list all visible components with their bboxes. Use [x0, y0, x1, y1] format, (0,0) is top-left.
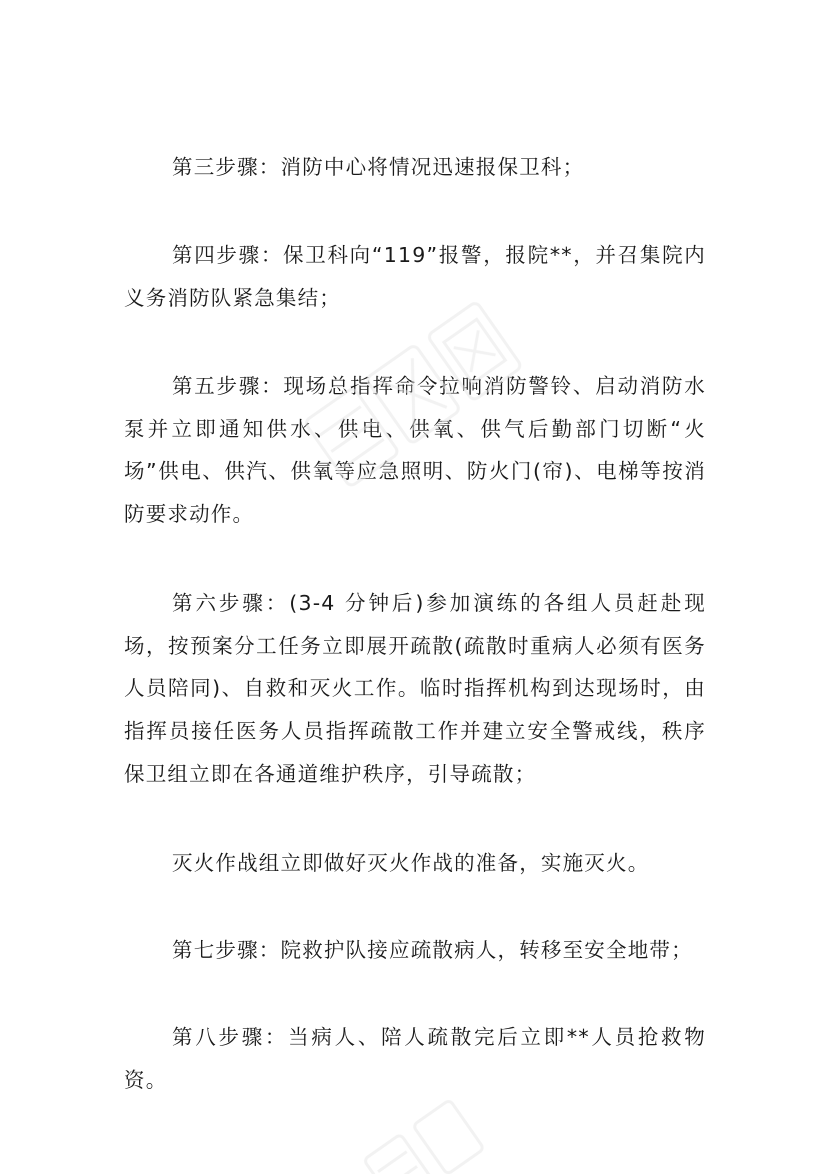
paragraph-step-5: 第五步骤：现场总指挥命令拉响消防警铃、启动消防水泵并立即通知供水、供电、供氧、供气后勤部门切断“火场”供电、供汽、供氧等应急照明、防火门(帘)、电梯等按消防要求动作。	[124, 374, 706, 527]
paragraph-step-7: 第七步骤：院救护队接应疏散病人，转移至安全地带；	[172, 938, 693, 962]
paragraph-step-6: 第六步骤：(3-4 分钟后)参加演练的各组人员赶赴现场，按预案分工任务立即展开疏散(疏散时重病人必须有医务人员陪同)、自救和灭火工作。临时指挥机构到达现场时，由指挥员接任医务人员指挥疏散工作并建立安全警戒线，秩序保卫组立即在各通道维护秩序，引导疏散；	[124, 591, 706, 786]
watermark-logo-bottom	[364, 1100, 484, 1174]
paragraph-step-8: 第八步骤：当病人、陪人疏散完后立即**人员抢救物资。	[124, 1025, 706, 1092]
paragraph-fire-fighting: 灭火作战组立即做好灭火作战的准备，实施灭火。	[172, 851, 650, 875]
paragraph-step-4: 第四步骤：保卫科向“119”报警，报院**，并召集院内义务消防队紧急集结；	[124, 243, 706, 310]
paragraph-step-3: 第三步骤：消防中心将情况迅速报保卫科；	[172, 155, 585, 179]
